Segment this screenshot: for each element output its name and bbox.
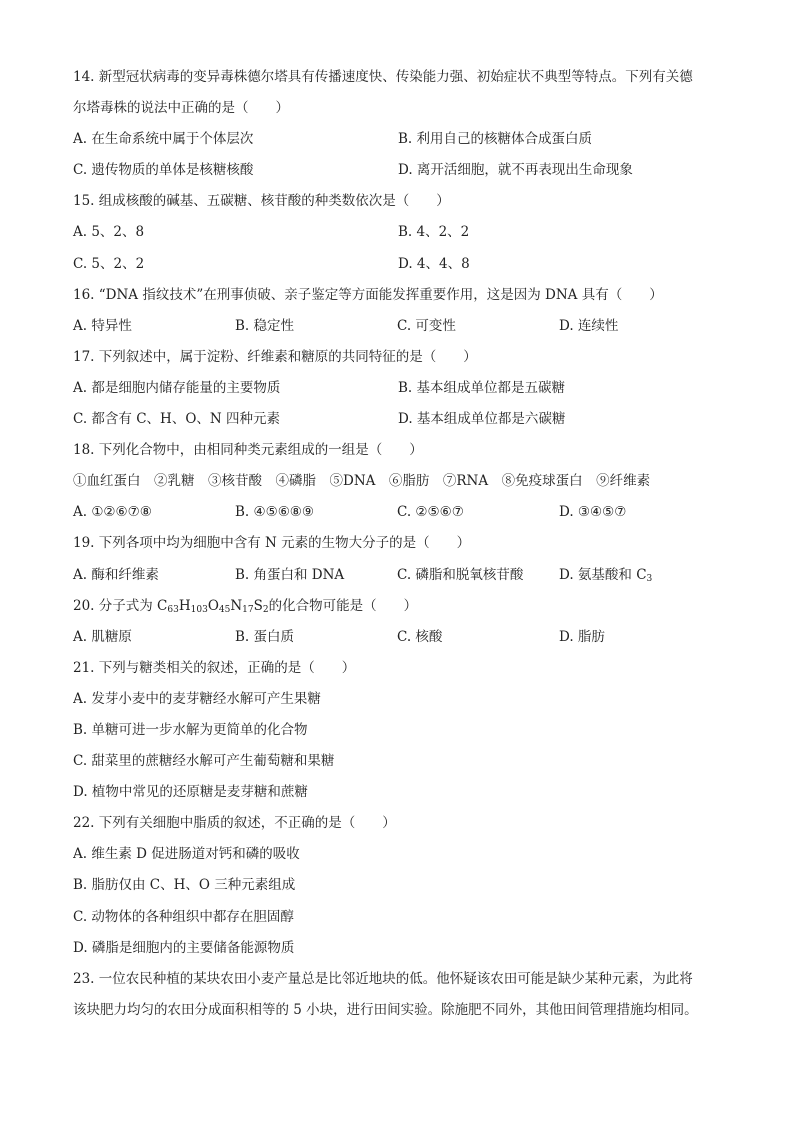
formula-subscript-0: 63: [167, 604, 179, 615]
question-19-stem: 19. 下列各项中均为细胞中含有 N 元素的生物大分子的是（ ）: [73, 535, 471, 552]
question-15-stem: 15. 组成核酸的碱基、五碳糖、核苷酸的种类数依次是（ ）: [73, 193, 450, 210]
option-a: A. 都是细胞内储存能量的主要物质: [73, 379, 281, 396]
option-c: C. 都含有 C、H、O、N 四种元素: [73, 411, 280, 428]
stem-suffix: 的化合物可能是（ ）: [268, 597, 418, 614]
option-b: B. 利用自己的核糖体合成蛋白质: [398, 131, 593, 148]
option-a: A. 酶和纤维素: [73, 566, 159, 583]
option-c: C. 可变性: [397, 317, 456, 334]
question-22-stem: 22. 下列有关细胞中脂质的叙述，不正确的是（ ）: [73, 815, 396, 832]
option-b: B. 基本组成单位都是五碳糖: [398, 379, 566, 396]
option-d-text: D. 氨基酸和 C: [559, 566, 647, 583]
option-d: [559, 560, 652, 591]
question-14-options-row-1: [73, 124, 724, 155]
question-16-stem: 16. “DNA 指纹技术”在刑事侦破、亲子鉴定等方面能发挥重要作用，这是因为 DNA 具有（ ）: [73, 286, 663, 303]
formula-subscript-1: 103: [190, 604, 208, 615]
option-b: B. 4、2、2: [398, 224, 470, 241]
question-16-options: [73, 311, 724, 342]
option-d: D. 植物中常见的还原糖是麦芽糖和蔗糖: [73, 784, 308, 801]
option-b: B. 单糖可进一步水解为更简单的化合物: [73, 721, 308, 738]
option-c: C. 甜菜里的蔗糖经水解可产生葡萄糖和果糖: [73, 753, 335, 770]
formula-element-3: N: [230, 597, 243, 614]
option-c: C. 遗传物质的单体是核糖核酸: [73, 162, 254, 179]
formula-element-1: H: [178, 597, 191, 614]
option-b: B. 蛋白质: [235, 628, 295, 645]
option-c: C. ②⑤⑥⑦: [397, 504, 464, 521]
option-b: B. 脂肪仅由 C、H、O 三种元素组成: [73, 877, 296, 894]
option-a: A. 维生素 D 促进肠道对钙和磷的吸收: [73, 846, 300, 863]
option-d-subscript: 3: [646, 573, 653, 584]
question-23-line-1: 23. 一位农民种植的某块农田小麦产量总是比邻近地块的低。他怀疑该农田可能是缺少某种元素，为此将: [73, 970, 693, 987]
question-14-line-1: 14. 新型冠状病毒的变异毒株德尔塔具有传播速度快、传染能力强、初始症状不典型等特点。下列有关德: [73, 69, 693, 85]
option-a: A. ①②⑥⑦⑧: [73, 504, 152, 521]
option-d: D. ③④⑤⑦: [559, 504, 627, 521]
question-18-items: ①血红蛋白 ②乳糖 ③核苷酸 ④磷脂 ⑤DNA ⑥脂肪 ⑦RNA ⑧免疫球蛋白 ⑨纤维素: [73, 473, 651, 490]
question-18-options: [73, 497, 724, 528]
option-b: B. 角蛋白和 DNA: [235, 566, 345, 583]
option-d: D. 4、4、8: [398, 255, 470, 272]
question-14-line-2: 尔塔毒株的说法中正确的是（ ）: [73, 100, 289, 117]
question-15-options-row-2: [73, 249, 724, 280]
question-20-options: [73, 622, 724, 653]
question-18-stem: 18. 下列化合物中，由相同种类元素组成的一组是（ ）: [73, 442, 423, 459]
option-d: D. 脂肪: [559, 628, 605, 645]
option-d: D. 连续性: [559, 317, 619, 334]
question-15-options-row-1: [73, 217, 724, 248]
option-d: D. 磷脂是细胞内的主要储备能源物质: [73, 939, 295, 956]
formula-subscript-4: 2: [262, 604, 269, 615]
formula-element-2: O: [207, 597, 219, 614]
question-14-options-row-2: [73, 155, 724, 186]
option-b: B. 稳定性: [235, 317, 295, 334]
question-19-options: [73, 560, 724, 591]
molecular-formula: [167, 598, 268, 614]
stem-prefix: 20. 分子式为 C: [73, 597, 168, 614]
option-c: C. 5、2、2: [73, 255, 145, 272]
question-17-stem: 17. 下列叙述中，属于淀粉、纤维素和糖原的共同特征的是（ ）: [73, 348, 477, 365]
option-a: A. 发芽小麦中的麦芽糖经水解可产生果糖: [73, 690, 321, 707]
option-b: B. ④⑤⑥⑧⑨: [235, 504, 315, 521]
option-c: C. 磷脂和脱氧核苷酸: [397, 566, 524, 583]
question-17-options-row-1: [73, 373, 724, 404]
option-a: A. 在生命系统中属于个体层次: [73, 131, 254, 148]
option-a: A. 特异性: [73, 317, 132, 334]
question-20-stem: [73, 591, 724, 622]
formula-subscript-2: 45: [218, 604, 231, 615]
formula-subscript-3: 17: [242, 604, 254, 615]
formula-element-4: S: [253, 597, 263, 614]
option-c: C. 核酸: [397, 628, 443, 645]
option-d: D. 基本组成单位都是六碳糖: [398, 411, 566, 428]
option-d: D. 离开活细胞，就不再表现出生命现象: [398, 162, 633, 179]
option-a: A. 肌糖原: [73, 628, 132, 645]
option-a: A. 5、2、8: [73, 224, 145, 241]
question-21-stem: 21. 下列与糖类相关的叙述，正确的是（ ）: [73, 659, 356, 676]
question-17-options-row-2: [73, 404, 724, 435]
option-c: C. 动物体的各种组织中都存在胆固醇: [73, 908, 294, 925]
question-23-line-2: 该块肥力均匀的农田分成面积相等的 5 小块，进行田间实验。除施肥不同外，其他田间管理措施均相同。: [73, 1001, 698, 1018]
